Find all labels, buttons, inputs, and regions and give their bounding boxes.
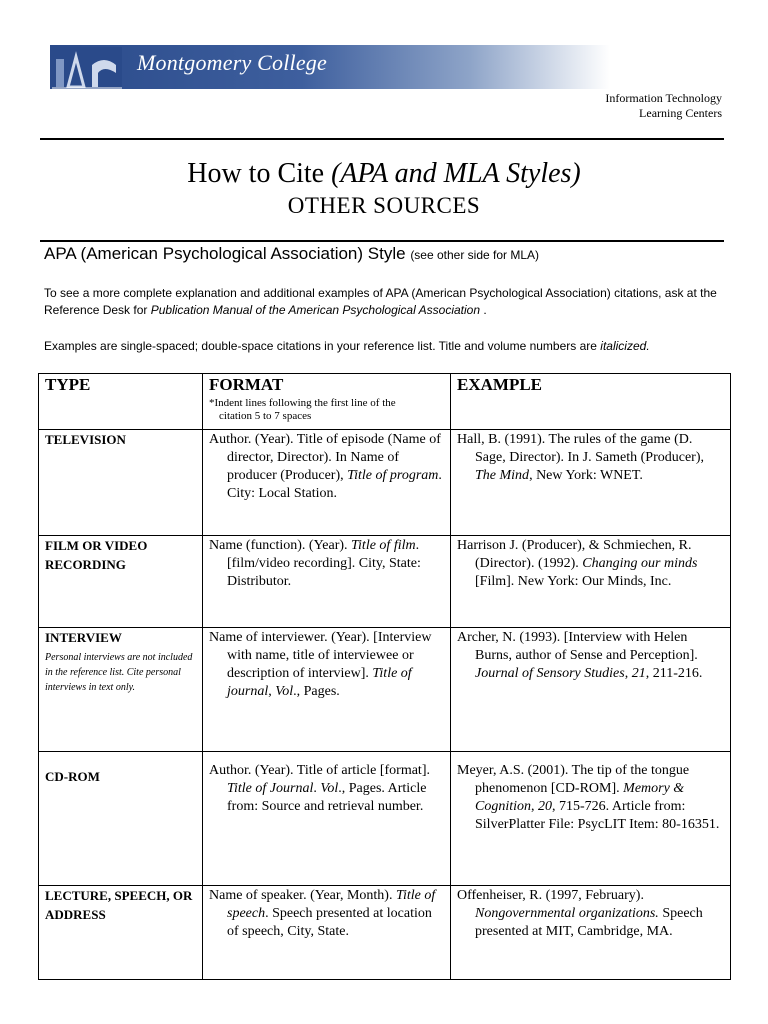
citation-table: [38, 373, 731, 980]
apa-heading: [44, 244, 539, 264]
apa-spacing-text: Examples are single-spaced; double-space citations in your reference list. Title and volume numbers are: [44, 339, 597, 353]
row-example-cell: [451, 886, 731, 980]
example-text: Meyer, A.S. (2001). The tip of the tongue phenomenon [CD-ROM].: [457, 763, 690, 796]
table-header-row: [39, 374, 731, 430]
header-banner: [50, 45, 610, 89]
example-text-end: , 211-216.: [645, 666, 703, 681]
header-type-label: TYPE: [45, 375, 91, 394]
row-format: [209, 887, 444, 941]
example-text-end: [Film]. New York: Our Minds, Inc.: [475, 574, 672, 589]
table-row: [39, 536, 731, 628]
row-type: LECTURE, SPEECH, OR ADDRESS: [45, 888, 193, 922]
row-example-cell: [451, 536, 731, 628]
example-text-end: , 715-726. Article from: SilverPlatter File: PsycLIT Item: 80-16351.: [475, 799, 720, 832]
apa-heading-text: APA (American Psychological Association) Style: [44, 244, 406, 263]
row-type-cell: [39, 628, 203, 752]
format-text-end: . Speech presented at location of speech, City, State.: [227, 906, 432, 939]
example-text: Offenheiser, R. (1997, February).: [457, 888, 644, 903]
header-example-label: EXAMPLE: [457, 375, 542, 394]
top-divider: [40, 138, 724, 140]
example-comma: ,: [624, 666, 629, 681]
table-row: [39, 430, 731, 536]
format-note-line-1: *Indent lines following the first line of the: [209, 397, 396, 409]
example-italic: The Mind: [475, 468, 530, 483]
format-text: Name of speaker. (Year, Month).: [209, 888, 393, 903]
example-italic: Changing our minds: [582, 556, 698, 571]
header-example: [451, 374, 731, 430]
format-italic: Title of journal: [227, 666, 412, 699]
format-italic-vol: Vol: [320, 781, 339, 796]
format-comma: ,: [268, 684, 272, 699]
table-row: [39, 752, 731, 886]
apa-intro-end: .: [483, 303, 487, 317]
format-text: Name (function). (Year).: [209, 538, 348, 553]
example-comma: ,: [531, 799, 535, 814]
interview-note: Personal interviews are not included in the reference list. Cite personal interviews in text only.: [45, 652, 193, 693]
row-format: [209, 537, 444, 591]
title-styles: (APA and MLA Styles): [331, 158, 581, 189]
section-divider: [40, 240, 724, 242]
page-subtitle: OTHER SOURCES: [287, 193, 481, 218]
format-italic: Title of film: [351, 538, 416, 553]
table-row: [39, 886, 731, 980]
department-line-1: Information Technology: [605, 91, 722, 105]
row-example: [457, 537, 724, 591]
example-italic: Journal of Sensory Studies: [475, 666, 625, 681]
department-label: [605, 91, 722, 121]
format-indent-note: [209, 397, 444, 423]
row-example: [457, 762, 724, 834]
row-type-cell: [39, 536, 203, 628]
row-example-cell: [451, 752, 731, 886]
example-text-end: Speech presented at MIT, Cambridge, MA.: [475, 906, 703, 939]
row-format-cell: [203, 628, 451, 752]
row-format: [209, 431, 444, 503]
apa-heading-note: (see other side for MLA): [410, 248, 540, 262]
header-format-label: FORMAT: [209, 375, 284, 394]
department-line-2: Learning Centers: [639, 106, 722, 120]
format-text-end: ., Pages. Article from: Source and retrieval number.: [227, 781, 427, 814]
row-type: TELEVISION: [45, 432, 126, 447]
format-text: Author. (Year). Title of episode (Name of director, Director). In Name of producer (Producer),: [209, 432, 441, 483]
row-type: CD-ROM: [45, 769, 100, 784]
row-format: [209, 762, 444, 816]
example-text: Harrison J. (Producer), & Schmiechen, R. (Director). (1992).: [457, 538, 692, 571]
row-type: FILM OR VIDEO RECORDING: [45, 538, 148, 572]
format-dot: .: [313, 781, 317, 796]
example-text-end: , New York: WNET.: [529, 468, 643, 483]
example-italic: Nongovernmental organizations.: [475, 906, 659, 921]
header-format: [203, 374, 451, 430]
example-text: Hall, B. (1991). The rules of the game (D. Sage, Director). In J. Sameth (Producer),: [457, 432, 704, 465]
row-format-cell: [203, 886, 451, 980]
format-text: Author. (Year). Title of article [format].: [209, 763, 430, 778]
format-text-end: . [film/video recording]. City, State: Distributor.: [227, 538, 421, 589]
example-italic-vol: 20: [538, 799, 553, 814]
row-example: [457, 431, 724, 485]
format-italic-vol: Vol: [275, 684, 294, 699]
college-name: Montgomery College: [137, 50, 327, 75]
format-italic: Title of program: [347, 468, 439, 483]
apa-intro-paragraph: [44, 285, 734, 319]
row-type-cell: [39, 430, 203, 536]
apa-spacing-paragraph: [44, 338, 734, 355]
example-text: Archer, N. (1993). [Interview with Helen Burns, author of Sense and Perception].: [457, 630, 698, 663]
example-italic-vol: 21: [631, 666, 646, 681]
format-italic: Title of Journal: [227, 781, 314, 796]
row-type-cell: [39, 886, 203, 980]
row-format-cell: [203, 752, 451, 886]
page-title: [0, 158, 768, 190]
format-text-end: . City: Local Station.: [227, 468, 442, 501]
title-main: How to Cite: [187, 158, 325, 189]
format-italic: Title of speech: [227, 888, 436, 921]
format-note-line-2: citation 5 to 7 spaces: [219, 410, 312, 422]
row-example: [457, 629, 724, 683]
format-text: Name of interviewer. (Year). [Interview with name, title of interviewee or description of interview].: [209, 630, 432, 681]
row-format: [209, 629, 444, 701]
row-example-cell: [451, 430, 731, 536]
apa-spacing-italic: italicized.: [600, 339, 650, 353]
row-format-cell: [203, 430, 451, 536]
table-row: [39, 628, 731, 752]
format-text-end: ., Pages.: [293, 684, 340, 699]
college-logo-icon: [52, 47, 122, 89]
row-example: [457, 887, 724, 941]
row-type: INTERVIEW: [45, 630, 122, 645]
example-italic: Memory & Cognition: [475, 781, 685, 814]
header-type: [39, 374, 203, 430]
row-type-cell: [39, 752, 203, 886]
apa-manual-title: Publication Manual of the American Psychological Association: [150, 303, 481, 317]
row-example-cell: [451, 628, 731, 752]
apa-intro-text: To see a more complete explanation and additional examples of APA (American Psychological Association) citations, ask at the Reference Desk for: [44, 286, 717, 317]
row-format-cell: [203, 536, 451, 628]
